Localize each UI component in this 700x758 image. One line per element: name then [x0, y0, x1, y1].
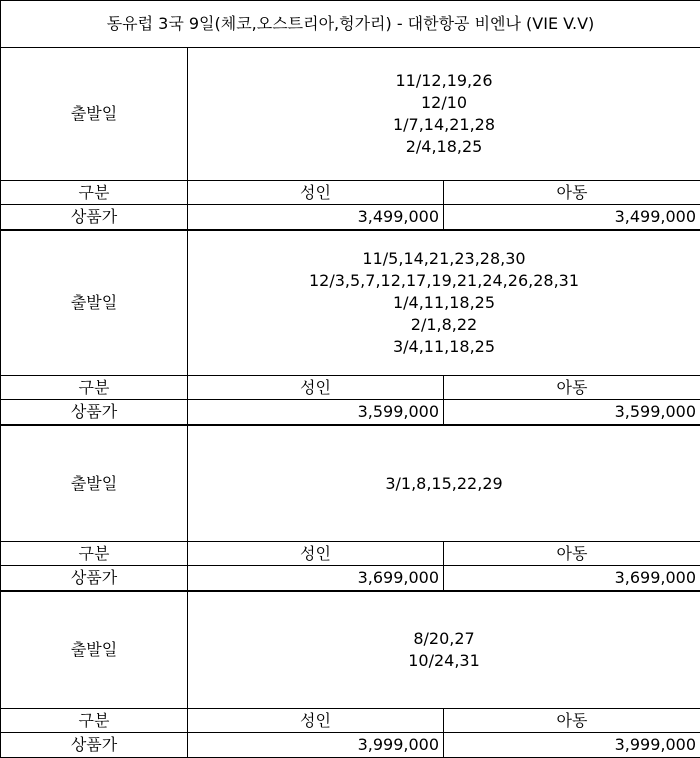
price-row	[1, 400, 700, 426]
date-line: 3/1,8,15,22,29	[385, 473, 503, 493]
price-row	[1, 733, 700, 758]
departure-label: 출발일	[1, 230, 188, 376]
price-row	[1, 205, 700, 231]
child-price: 3,699,000	[444, 566, 700, 592]
date-line: 10/24,31	[408, 651, 480, 670]
category-label: 구분	[1, 181, 188, 205]
price-row	[1, 566, 700, 592]
date-line: 11/5,14,21,23,28,30	[362, 249, 526, 268]
date-line: 12/10	[420, 93, 468, 112]
category-row	[1, 376, 700, 400]
date-line: 3/4,11,18,25	[392, 337, 496, 356]
adult-price: 3,999,000	[188, 733, 444, 758]
adult-header: 성인	[188, 376, 444, 400]
departure-row	[1, 425, 700, 542]
departure-dates	[188, 425, 700, 542]
departure-dates	[188, 591, 700, 709]
price-label: 상품가	[1, 566, 188, 592]
child-header: 아동	[444, 181, 700, 205]
category-label: 구분	[1, 709, 188, 733]
category-row	[1, 709, 700, 733]
departure-label: 출발일	[1, 425, 188, 542]
price-label: 상품가	[1, 400, 188, 426]
child-header: 아동	[444, 376, 700, 400]
departure-dates	[188, 230, 700, 376]
child-price: 3,999,000	[444, 733, 700, 758]
date-line: 2/1,8,22	[410, 315, 478, 334]
category-label: 구분	[1, 376, 188, 400]
departure-label: 출발일	[1, 48, 188, 181]
departure-label: 출발일	[1, 591, 188, 709]
adult-price: 3,699,000	[188, 566, 444, 592]
category-label: 구분	[1, 542, 188, 566]
adult-header: 성인	[188, 542, 444, 566]
child-header: 아동	[444, 709, 700, 733]
date-line: 8/20,27	[413, 629, 475, 648]
date-line: 2/4,18,25	[405, 137, 483, 156]
departure-dates	[188, 48, 700, 181]
child-price: 3,599,000	[444, 400, 700, 426]
date-line: 1/4,11,18,25	[392, 293, 496, 312]
adult-price: 3,599,000	[188, 400, 444, 426]
child-header: 아동	[444, 542, 700, 566]
date-line: 12/3,5,7,12,17,19,21,24,26,28,31	[308, 271, 580, 290]
page-title: 동유럽 3국 9일(체코,오스트리아,헝가리) - 대한항공 비엔나 (VIE V.V)	[1, 1, 700, 48]
adult-header: 성인	[188, 709, 444, 733]
adult-price: 3,499,000	[188, 205, 444, 231]
date-line: 11/12,19,26	[395, 71, 493, 90]
departure-row	[1, 230, 700, 376]
adult-header: 성인	[188, 181, 444, 205]
departure-row	[1, 591, 700, 709]
date-line: 1/7,14,21,28	[392, 115, 496, 134]
child-price: 3,499,000	[444, 205, 700, 231]
category-row	[1, 542, 700, 566]
departure-row	[1, 48, 700, 181]
category-row	[1, 181, 700, 205]
price-label: 상품가	[1, 733, 188, 758]
price-label: 상품가	[1, 205, 188, 231]
title-row	[1, 1, 700, 48]
